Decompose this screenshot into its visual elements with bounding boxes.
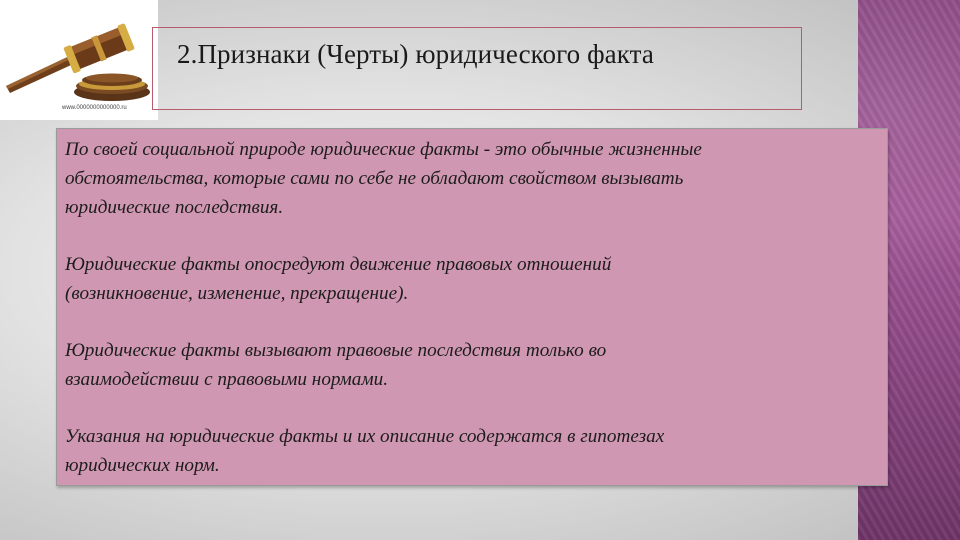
- paragraph-line: взаимодействии с правовыми нормами.: [65, 369, 389, 390]
- paragraph-line: обстоятельства, которые сами по себе не обладают свойством вызывать: [65, 168, 684, 189]
- paragraph-line: (возникновение, изменение, прекращение).: [65, 283, 409, 304]
- paragraph-4: [65, 422, 664, 480]
- paragraph-line: По своей социальной природе юридические факты - это обычные жизненные: [65, 139, 702, 160]
- paragraph-line: Юридические факты опосредуют движение правовых отношений: [65, 254, 612, 275]
- gavel-logo: [0, 0, 158, 120]
- paragraph-line: Указания на юридические факты и их описание содержатся в гипотезах: [65, 426, 665, 447]
- paragraph-line: юридических норм.: [65, 455, 220, 476]
- paragraph-2: [65, 250, 611, 308]
- paragraph-line: юридические последствия.: [65, 197, 284, 218]
- paragraph-1: [65, 135, 702, 222]
- slide-title: 2.Признаки (Черты) юридического факта: [177, 39, 654, 69]
- content-panel: [56, 128, 888, 486]
- paragraph-3: [65, 336, 606, 394]
- title-frame: [152, 27, 802, 110]
- gavel-icon: [0, 0, 158, 120]
- logo-caption: www.0000000000000.ru: [62, 105, 127, 111]
- paragraph-line: Юридические факты вызывают правовые последствия только во: [65, 340, 607, 361]
